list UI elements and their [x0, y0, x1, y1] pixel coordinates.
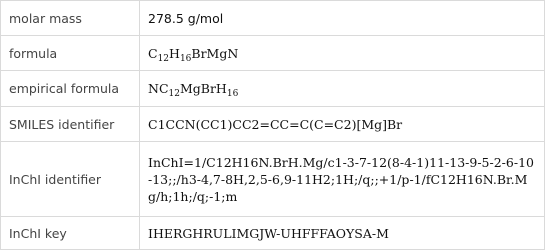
row-formula — [1, 36, 545, 71]
formula-subscript-h: 16 — [179, 53, 192, 64]
inchi-label: InChI identifier — [1, 142, 140, 217]
inchi-value: InChI=1/C12H16N.BrH.Mg/c1-3-7-12(8-4-1)11-13-9-5-2-6-10-13;;/h3-4,7-8H,2,5-6,9-11H2;1H;/q;;+1/p-1/fC12H16N.Br.Mg/h;1h;/q;-1;m — [140, 142, 545, 217]
smiles-value: C1CCN(CC1)CC2=CC=C(C=C2)[Mg]Br — [140, 107, 545, 142]
formula-value — [140, 36, 545, 71]
empirical-element-mgbrh: MgBrH — [179, 81, 227, 96]
empirical-subscript-c: 12 — [168, 89, 180, 99]
empirical-subscript-h: 16 — [226, 89, 239, 99]
inchi-key-label: InChI key — [1, 217, 140, 250]
molar-mass-label: molar mass — [1, 1, 140, 36]
smiles-label: SMILES identifier — [1, 107, 140, 142]
molar-mass-value: 278.5 g/mol — [140, 1, 545, 36]
empirical-element-nc: NC — [148, 81, 169, 96]
formula-element-c: C — [148, 45, 158, 61]
formula-label: formula — [1, 36, 140, 71]
row-molar-mass — [1, 1, 545, 36]
empirical-formula-label: empirical formula — [1, 71, 140, 107]
formula-element-h: H — [169, 45, 180, 61]
row-smiles — [1, 107, 545, 142]
row-empirical-formula — [1, 71, 545, 107]
empirical-formula-value — [140, 71, 545, 107]
inchi-key-value: IHERGHRULIMGJW-UHFFFAOYSA-M — [140, 217, 545, 250]
row-inchi-key — [1, 217, 545, 250]
formula-element-rest: BrMgN — [191, 45, 239, 61]
formula-subscript-c: 12 — [157, 53, 170, 64]
row-inchi — [1, 142, 545, 217]
